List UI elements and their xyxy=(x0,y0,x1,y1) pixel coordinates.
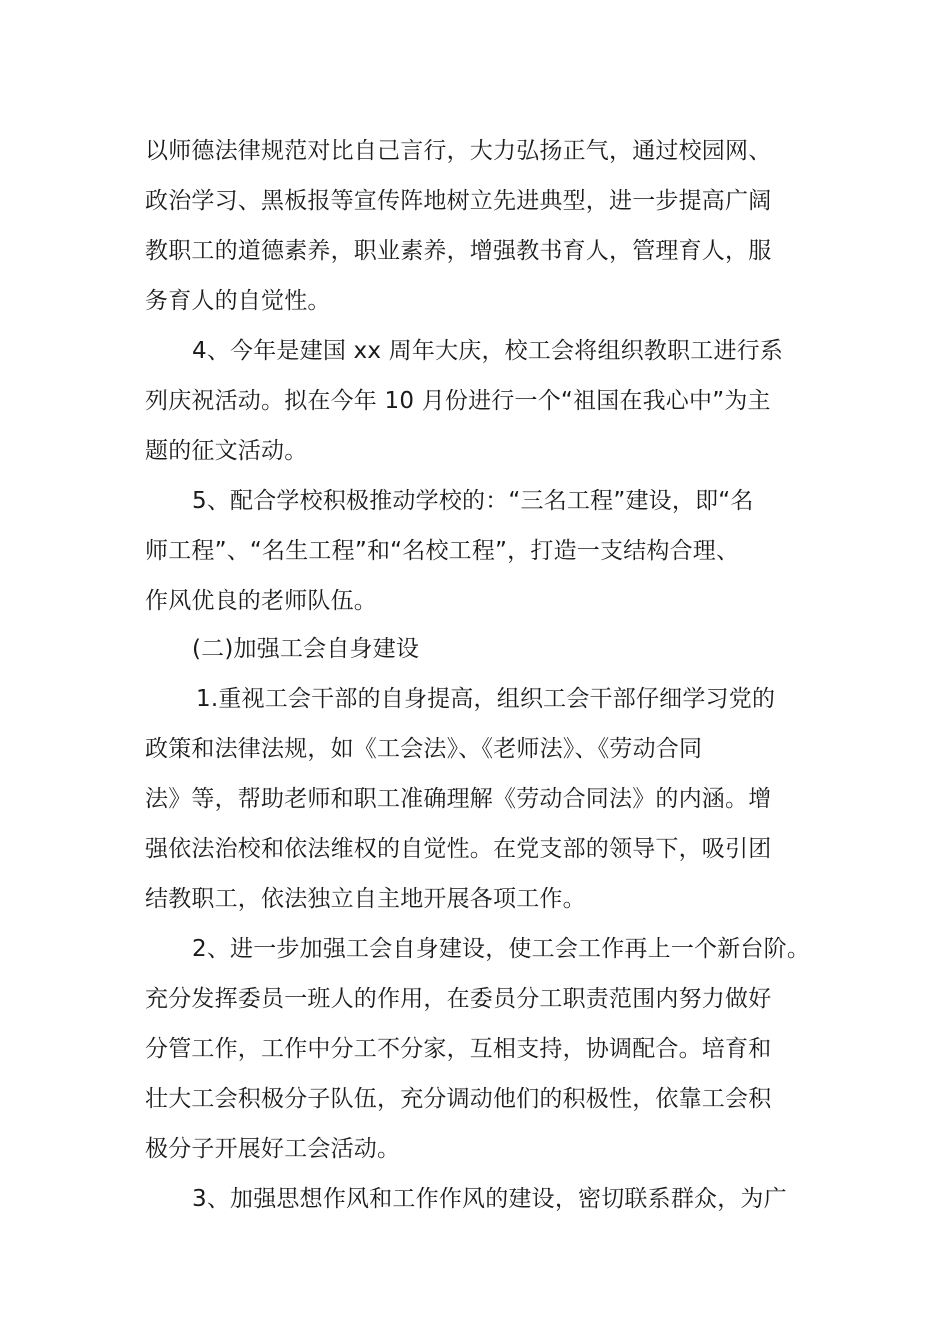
paragraph-3-start: 3、加强思想作风和工作作风的建设，密切联系群众，为广 xyxy=(192,1186,787,1212)
text-line: 法》等，帮助老师和职工准确理解《劳动合同法》的内涵。增 xyxy=(145,786,772,812)
text-line: 政治学习、黑板报等宣传阵地树立先进典型，进一步提高广阔 xyxy=(145,188,772,214)
paragraph-5-start: 5、配合学校积极推动学校的：“三名工程”建设，即“名 xyxy=(192,488,754,514)
text-line: 强依法治校和依法维权的自觉性。在党支部的领导下，吸引团 xyxy=(145,836,772,862)
text-line: 极分子开展好工会活动。 xyxy=(145,1136,401,1162)
text-line: 题的征文活动。 xyxy=(145,438,308,464)
text-line: 壮大工会积极分子队伍，充分调动他们的积极性，依靠工会积 xyxy=(145,1086,772,1112)
text-line: 作风优良的老师队伍。 xyxy=(145,588,377,614)
paragraph-4-start: 4、今年是建国 xx 周年大庆，校工会将组织教职工进行系 xyxy=(192,338,784,364)
text-line: 务育人的自觉性。 xyxy=(145,288,331,314)
paragraph-2-start: 2、进一步加强工会自身建设，使工会工作再上一个新台阶。 xyxy=(192,936,811,962)
section-heading: (二)加强工会自身建设 xyxy=(192,636,420,662)
text-line: 师工程”、“名生工程”和“名校工程”，打造一支结构合理、 xyxy=(145,538,740,564)
text-line: 充分发挥委员一班人的作用，在委员分工职责范围内努力做好 xyxy=(145,986,772,1012)
text-line: 结教职工，依法独立自主地开展各项工作。 xyxy=(145,886,586,912)
text-line: 教职工的道德素养，职业素养，增强教书育人，管理育人，服 xyxy=(145,238,772,264)
text-line: 列庆祝活动。拟在今年 10 月份进行一个“祖国在我心中”为主 xyxy=(145,388,771,414)
paragraph-1-start: 1.重视工会干部的自身提高，组织工会干部仔细学习党的 xyxy=(196,686,776,712)
text-line: 政策和法律法规，如《工会法》、《老师法》、《劳动合同 xyxy=(145,736,703,762)
text-line: 分管工作，工作中分工不分家，互相支持，协调配合。培育和 xyxy=(145,1036,772,1062)
text-line: 以师德法律规范对比自己言行，大力弘扬正气，通过校园网、 xyxy=(145,138,772,164)
